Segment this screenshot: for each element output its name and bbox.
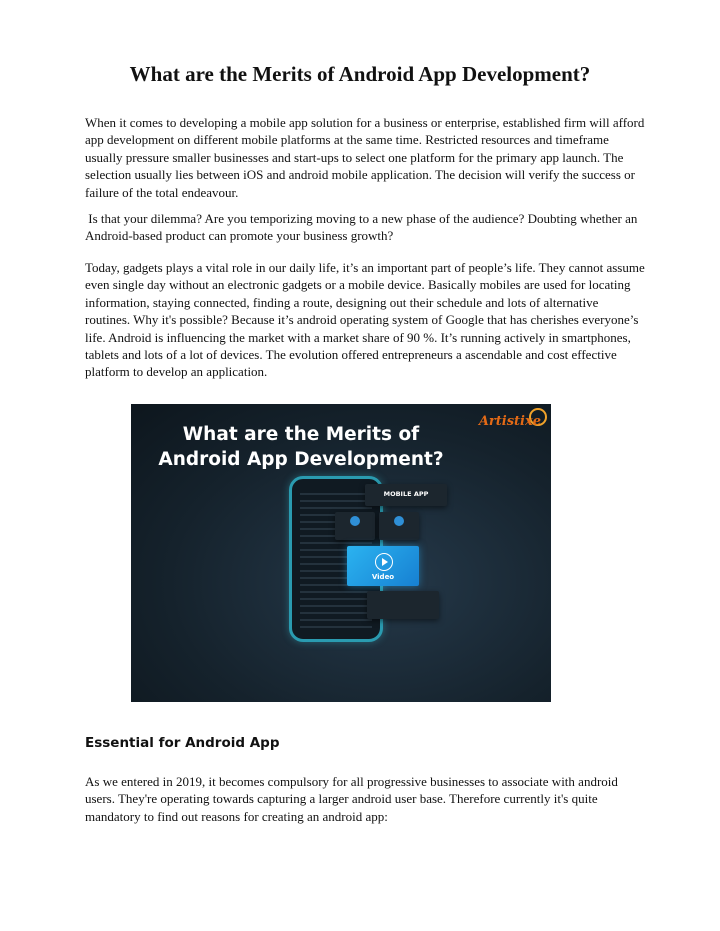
mobile-app-label: MOBILE APP	[383, 490, 429, 498]
feature-card-left	[335, 512, 375, 540]
dilemma-paragraph: Is that your dilemma? Are you temporizing moving to a new phase of the audience? Doubting whether an Android-based product can promote your business growth?	[85, 211, 640, 244]
mobile-app-card	[365, 484, 447, 506]
video-label: Video	[371, 573, 395, 581]
intro-paragraph: When it comes to developing a mobile app solution for a business or enterprise, established firm will afford app development on different mobile platforms at the same time. Restricted resources and timeframe usually pressure smaller businesses and start-ups to select one platform for the primary app launch. The selection usually lies between iOS and android mobile application. The decision will verify the success or failure of the total endeavour.	[85, 115, 645, 200]
section-paragraph: As we entered in 2019, it becomes compulsory for all progressive businesses to associate with android users. They're operating towards capturing a larger android user base. Therefore currently it's quite mandatory to find out reasons for creating an android app:	[85, 774, 618, 824]
video-card	[347, 546, 419, 586]
section-heading: Essential for Android App	[85, 735, 280, 751]
brand-logo: Artistixe	[478, 414, 541, 429]
play-icon	[375, 553, 393, 571]
page-title: What are the Merits of Android App Development?	[129, 62, 591, 86]
feature-card-right	[379, 512, 419, 540]
hero-image	[131, 404, 551, 702]
gadgets-paragraph: Today, gadgets plays a vital role in our daily life, it’s an important part of people’s life. They cannot assume even single day without an electronic gadgets or a mobile device. Basically mobiles are used for locating information, staying connected, finding a route, designing out their schedule and lots of alternative routines. Why it's possible? Because it’s android operating system of Google that has cherishes everyone’s life. Android is influencing the market with a market share of 90 %. It’s running actively in smartphones, tablets and lots of a lot of devices. The evolution offered entrepreneurs a ascendable and cost effective platform to develop an application.	[85, 260, 645, 380]
feature-dot-icon	[350, 516, 360, 526]
hero-title	[131, 422, 471, 472]
bottom-card	[367, 591, 439, 619]
hero-title-line-2: Android App Development?	[158, 449, 444, 470]
hero-title-line-1: What are the Merits of	[182, 424, 420, 445]
feature-dot-icon	[394, 516, 404, 526]
